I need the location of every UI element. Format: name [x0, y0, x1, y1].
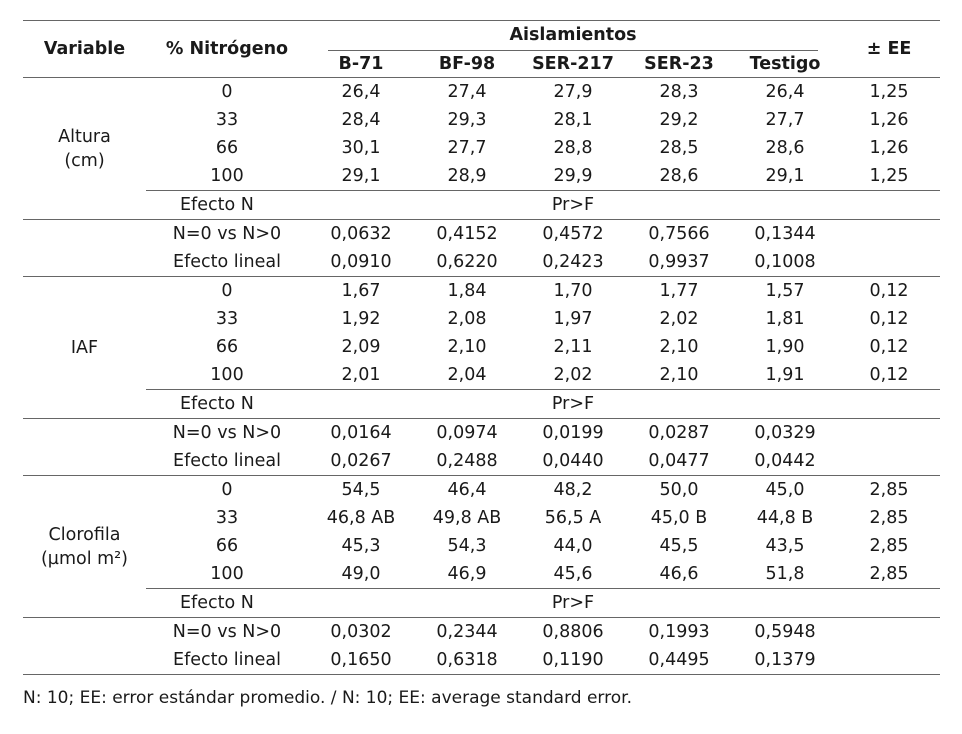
value-cell: 28,5: [659, 138, 699, 158]
empty-cell: [838, 419, 940, 448]
value-cell: 28,3: [659, 82, 699, 102]
ee-cell: 2,85: [869, 564, 909, 584]
pvalue-cell: 0,0440: [542, 451, 604, 471]
pvalue-cell: 0,0442: [754, 451, 816, 471]
ee-cell: 0,12: [869, 337, 909, 357]
value-cell: 28,6: [765, 138, 805, 158]
pvalue-cell: 0,8806: [520, 618, 626, 647]
value-cell: 49,8 AB: [432, 508, 502, 528]
value-cell: 2,10: [447, 337, 487, 357]
footnote: N: 10; EE: error estándar promedio. / N: 10; EE: average standard error.: [23, 688, 632, 708]
value-cell: 2,10: [659, 365, 699, 385]
table-row: [23, 333, 940, 361]
pvalue-cell: 0,0164: [308, 419, 414, 448]
table-row: [23, 532, 940, 560]
value-cell: 45,3: [341, 536, 381, 556]
effect-label: Efecto lineal: [146, 646, 308, 675]
efecto-n-label: Efecto N: [146, 390, 308, 419]
value-cell: 45,0: [732, 476, 838, 505]
value-cell: 1,92: [341, 309, 381, 329]
value-cell: 1,90: [765, 337, 805, 357]
pvalue-cell: 0,2344: [414, 618, 520, 647]
header-nitrogeno: % Nitrógeno: [146, 21, 308, 78]
value-cell: 50,0: [626, 476, 732, 505]
empty-cell: [838, 390, 940, 419]
value-cell: 2,02: [553, 365, 593, 385]
table-row: [23, 162, 940, 191]
pvalue-cell: 0,6220: [436, 252, 498, 272]
nitrogen-level: 100: [210, 166, 244, 186]
efecto-n-label: Efecto N: [146, 191, 308, 220]
pvalue-cell: 0,1993: [626, 618, 732, 647]
pvalue-cell: 0,1008: [754, 252, 816, 272]
value-cell: 27,9: [553, 82, 593, 102]
nitrogen-level: 66: [215, 536, 239, 556]
empty-cell: [838, 191, 940, 220]
ee-cell: 1,25: [869, 82, 909, 102]
pvalue-cell: 0,0329: [732, 419, 838, 448]
effect-label: N=0 vs N>0: [146, 618, 308, 647]
variable-unit: (µmol m²): [40, 548, 129, 569]
pvalue-cell: 0,2423: [542, 252, 604, 272]
ee-cell: 2,85: [838, 476, 940, 505]
pvalue-cell: 0,0974: [414, 419, 520, 448]
table-row: [23, 560, 940, 589]
variable-cell: [23, 277, 146, 419]
pvalue-cell: 0,6318: [414, 646, 520, 675]
value-cell: 1,97: [553, 309, 593, 329]
value-cell: 1,57: [732, 277, 838, 306]
pvalue-cell: 0,4152: [414, 220, 520, 249]
effect-row: [23, 419, 940, 448]
pvalue-cell: 0,0302: [308, 618, 414, 647]
ee-cell: 1,26: [869, 110, 909, 130]
variable-cell: [23, 476, 146, 618]
value-cell: 51,8: [765, 564, 805, 584]
value-cell: 2,10: [659, 337, 699, 357]
effect-row: [23, 220, 940, 249]
effect-row: [23, 447, 940, 476]
value-cell: 29,1: [765, 166, 805, 186]
results-table: [23, 20, 940, 675]
value-cell: 2,02: [659, 309, 699, 329]
value-cell: 26,4: [765, 82, 805, 102]
table-row: [23, 476, 940, 505]
value-cell: 2,08: [447, 309, 487, 329]
value-cell: 46,9: [447, 564, 487, 584]
nitrogen-level: 33: [215, 309, 239, 329]
table-row: [23, 361, 940, 390]
pvalue-cell: 0,0287: [626, 419, 732, 448]
value-cell: 29,1: [341, 166, 381, 186]
table-row: [23, 78, 940, 107]
value-cell: 46,8 AB: [326, 508, 396, 528]
value-cell: 27,7: [765, 110, 805, 130]
pvalue-cell: 0,0267: [330, 451, 392, 471]
effect-label: Efecto lineal: [173, 451, 281, 471]
nitrogen-level: 100: [210, 365, 244, 385]
nitrogen-level: 0: [221, 82, 233, 102]
variable-name: IAF: [70, 337, 99, 358]
value-cell: 28,4: [341, 110, 381, 130]
efecto-n-label: Efecto N: [146, 589, 308, 618]
value-cell: 29,3: [447, 110, 487, 130]
effect-row: [23, 646, 940, 675]
variable-unit: (cm): [64, 150, 105, 171]
header-ee: ± EE: [838, 21, 940, 78]
table-row: [23, 106, 940, 134]
nitrogen-level: 33: [215, 508, 239, 528]
value-cell: 2,04: [447, 365, 487, 385]
effect-label: N=0 vs N>0: [146, 220, 308, 249]
variable-name: Clorofila: [48, 524, 121, 545]
value-cell: 44,8 B: [756, 508, 814, 528]
value-cell: 44,0: [553, 536, 593, 556]
ee-cell: 2,85: [869, 508, 909, 528]
header-aislamientos: [308, 21, 838, 52]
value-cell: 26,4: [341, 82, 381, 102]
ee-cell: 1,26: [869, 138, 909, 158]
effect-header-row: [23, 589, 940, 618]
pvalue-cell: 0,1379: [732, 646, 838, 675]
empty-cell: [838, 248, 940, 277]
pvalue-cell: 0,5948: [732, 618, 838, 647]
value-cell: 2,09: [341, 337, 381, 357]
table-row: [23, 504, 940, 532]
value-cell: 56,5 A: [544, 508, 602, 528]
pvalue-cell: 0,0477: [648, 451, 710, 471]
value-cell: 45,6: [553, 564, 593, 584]
empty-cell: [23, 618, 146, 647]
ee-cell: 1,25: [869, 166, 909, 186]
header-isolate: BF-98: [414, 51, 520, 78]
value-cell: 54,5: [308, 476, 414, 505]
empty-cell: [838, 618, 940, 647]
header-isolate: SER-217: [520, 51, 626, 78]
prf-label: Pr>F: [308, 589, 838, 618]
empty-cell: [838, 589, 940, 618]
value-cell: 2,11: [553, 337, 593, 357]
header-isolate: B-71: [308, 51, 414, 78]
empty-cell: [838, 447, 940, 476]
pvalue-cell: 0,0632: [308, 220, 414, 249]
nitrogen-level: 33: [215, 110, 239, 130]
value-cell: 49,0: [341, 564, 381, 584]
value-cell: 28,1: [553, 110, 593, 130]
value-cell: 48,2: [520, 476, 626, 505]
empty-cell: [23, 419, 146, 448]
value-cell: 54,3: [447, 536, 487, 556]
value-cell: 27,7: [447, 138, 487, 158]
empty-cell: [23, 220, 146, 249]
effect-row: [23, 618, 940, 647]
empty-cell: [23, 646, 146, 675]
value-cell: 1,91: [765, 365, 805, 385]
variable-cell: [23, 78, 146, 220]
value-cell: 45,5: [659, 536, 699, 556]
value-cell: 28,9: [447, 166, 487, 186]
pvalue-cell: 0,0910: [330, 252, 392, 272]
table-row: [23, 134, 940, 162]
value-cell: 28,8: [553, 138, 593, 158]
effect-row: [23, 248, 940, 277]
value-cell: 1,84: [414, 277, 520, 306]
pvalue-cell: 0,1650: [308, 646, 414, 675]
ee-cell: 0,12: [869, 309, 909, 329]
value-cell: 1,77: [626, 277, 732, 306]
value-cell: 29,2: [659, 110, 699, 130]
prf-label: Pr>F: [308, 390, 838, 419]
value-cell: 46,4: [414, 476, 520, 505]
variable-name: Altura: [58, 126, 111, 147]
pvalue-cell: 0,2488: [436, 451, 498, 471]
nitrogen-level: 0: [146, 476, 308, 505]
value-cell: 27,4: [447, 82, 487, 102]
value-cell: 1,70: [520, 277, 626, 306]
pvalue-cell: 0,1344: [732, 220, 838, 249]
value-cell: 1,67: [308, 277, 414, 306]
value-cell: 46,6: [659, 564, 699, 584]
value-cell: 28,6: [659, 166, 699, 186]
value-cell: 45,0 B: [650, 508, 708, 528]
effect-label: Efecto lineal: [173, 252, 281, 272]
header-isolate: SER-23: [626, 51, 732, 78]
nitrogen-level: 100: [210, 564, 244, 584]
empty-cell: [23, 248, 146, 277]
header-aislamientos-label: Aislamientos: [328, 21, 818, 51]
value-cell: 29,9: [553, 166, 593, 186]
pvalue-cell: 0,7566: [626, 220, 732, 249]
header-variable: Variable: [23, 21, 146, 78]
value-cell: 43,5: [765, 536, 805, 556]
empty-cell: [838, 646, 940, 675]
pvalue-cell: 0,1190: [520, 646, 626, 675]
table-row: [23, 277, 940, 306]
empty-cell: [23, 447, 146, 476]
ee-cell: 0,12: [838, 277, 940, 306]
pvalue-cell: 0,4572: [520, 220, 626, 249]
effect-header-row: [23, 191, 940, 220]
ee-cell: 0,12: [869, 365, 909, 385]
table-row: [23, 305, 940, 333]
prf-label: Pr>F: [308, 191, 838, 220]
value-cell: 2,01: [341, 365, 381, 385]
value-cell: 30,1: [341, 138, 381, 158]
header-isolate: Testigo: [732, 51, 838, 78]
nitrogen-level: 66: [215, 337, 239, 357]
effect-label: N=0 vs N>0: [146, 419, 308, 448]
effect-header-row: [23, 390, 940, 419]
value-cell: 1,81: [765, 309, 805, 329]
pvalue-cell: 0,4495: [626, 646, 732, 675]
nitrogen-level: 66: [215, 138, 239, 158]
empty-cell: [838, 220, 940, 249]
pvalue-cell: 0,0199: [520, 419, 626, 448]
ee-cell: 2,85: [869, 536, 909, 556]
pvalue-cell: 0,9937: [648, 252, 710, 272]
nitrogen-level: 0: [146, 277, 308, 306]
